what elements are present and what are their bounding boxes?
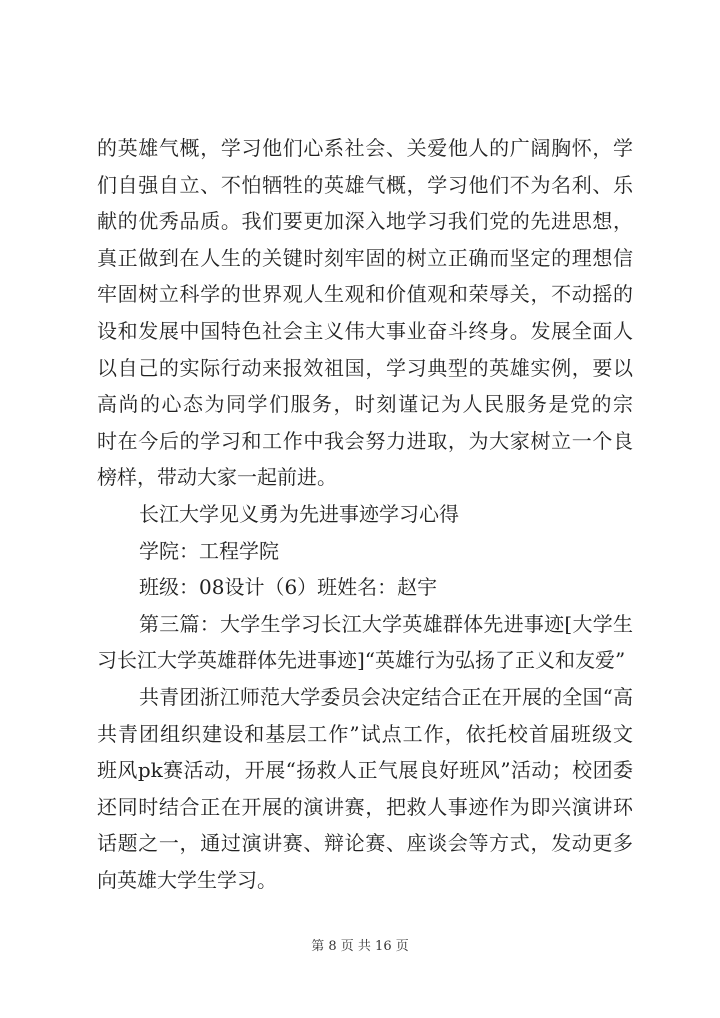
document-body	[97, 130, 633, 898]
text-line: 设和发展中国特色社会主义伟大事业奋斗终身。发展全面人	[97, 318, 633, 343]
text-line: 共青团浙江师范大学委员会决定结合正在开展的全国“高	[139, 684, 633, 709]
text-line: 献的优秀品质。我们要更加深入地学习我们党的先进思想，	[97, 209, 633, 234]
text-line: 榜样，带动大家一起前进。	[97, 465, 337, 490]
text-line: 牢固树立科学的世界观人生观和价值观和荣辱关，不动摇的	[97, 282, 633, 307]
text-line: 长江大学见义勇为先进事迹学习心得	[139, 501, 459, 526]
text-line: 还同时结合正在开展的演讲赛，把救人事迹作为即兴演讲环	[97, 794, 633, 819]
text-line: 时在今后的学习和工作中我会努力进取，为大家树立一个良	[97, 428, 633, 453]
text-line: 高尚的心态为同学们服务，时刻谨记为人民服务是党的宗	[97, 392, 633, 417]
text-line: 班风pk赛活动，开展“扬救人正气展良好班风”活动；校团委	[97, 758, 633, 783]
text-line: 第三篇：大学生学习长江大学英雄群体先进事迹[大学生	[139, 611, 633, 636]
text-line: 学院：工程学院	[139, 538, 279, 563]
text-line: 话题之一，通过演讲赛、辩论赛、座谈会等方式，发动更多	[97, 831, 633, 856]
text-line: 真正做到在人生的关键时刻牢固的树立正确而坚定的理想信	[97, 245, 633, 270]
text-line: 的英雄气概，学习他们心系社会、关爱他人的广阔胸怀，学	[97, 136, 633, 160]
text-line: 以自己的实际行动来报效祖国，学习典型的英雄实例，要以	[97, 355, 633, 380]
text-line: 班级：08设计（6）班姓名：赵宇	[139, 575, 438, 600]
text-line: 共青团组织建设和基层工作”试点工作，依托校首届班级文	[97, 721, 633, 746]
text-line: 向英雄大学生学习。	[97, 867, 277, 892]
text-line: 习长江大学英雄群体先进事迹]“英雄行为弘扬了正义和友爱”	[97, 648, 626, 673]
text-line: 们自强自立、不怕牺牲的英雄气概，学习他们不为名利、乐	[97, 172, 633, 197]
page-footer: 第 8 页 共 16 页	[311, 939, 409, 954]
